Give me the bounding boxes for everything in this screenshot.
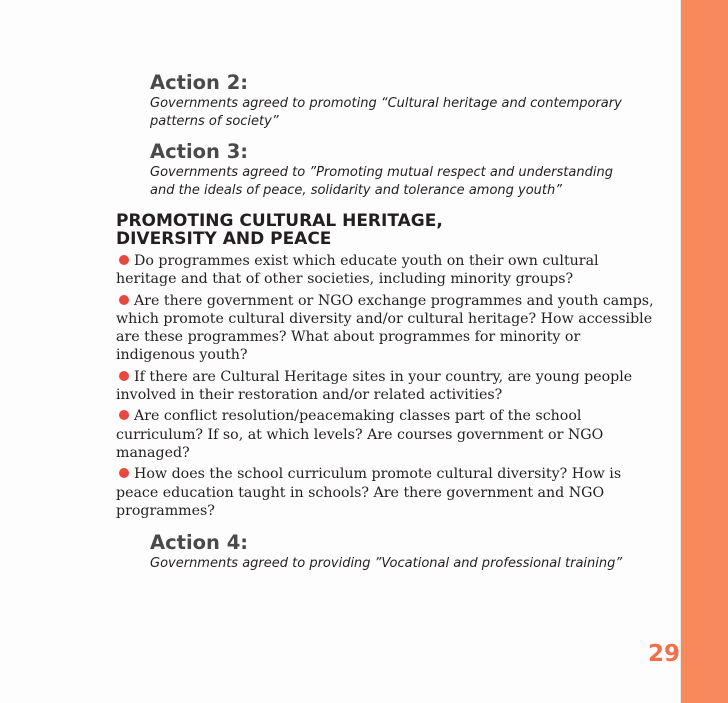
action-4-title: Action 4: [150,531,249,555]
side-color-bar [681,0,728,703]
list-item [116,368,656,405]
bullet-text: How does the school curriculum promote cultural diversity? How is peace education taught in schools? Are there government and NGO programmes? [116,466,622,519]
bullet-icon [119,371,129,381]
page-content [116,72,656,573]
action-2-block [150,72,656,131]
list-item [116,292,656,365]
action-4-block [150,532,656,573]
bullet-text: If there are Cultural Heritage sites in your country, are young people involved in their restoration and/or related activities? [116,368,633,404]
action-4-text: Governments agreed to providing ”Vocational and professional training” [150,556,623,572]
page-number: 29 [648,641,681,667]
bullet-text: Are there government or NGO exchange programmes and youth camps, which promote cultural diversity and/or cultural heritage? How accessible are these programmes? What about programmes for minority or indigenous youth? [116,292,654,364]
bullet-icon [119,295,129,305]
bullet-icon [119,255,129,265]
bullet-text: Are conflict resolution/peacemaking classes part of the school curriculum? If so, at which levels? Are courses government or NGO managed? [116,408,604,461]
section-heading: PROMOTING CULTURAL HERITAGE, DIVERSITY AND PEACE [116,211,443,249]
action-2-text: Governments agreed to promoting “Cultural heritage and contemporary patterns of society” [150,96,622,129]
list-item [116,465,656,520]
bullet-icon [119,410,129,420]
bullet-list [116,252,656,520]
action-3-text: Governments agreed to ”Promoting mutual respect and understanding and the ideals of peace, solidarity and tolerance among youth” [150,165,613,198]
action-3-title: Action 3: [150,140,249,163]
bullet-text: Do programmes exist which educate youth on their own cultural heritage and that of other societies, including minority groups? [116,253,599,288]
action-2-title: Action 2: [150,71,249,94]
list-item [116,407,656,462]
bullet-icon [119,468,129,478]
action-3-block [150,141,656,200]
list-item [116,252,656,289]
